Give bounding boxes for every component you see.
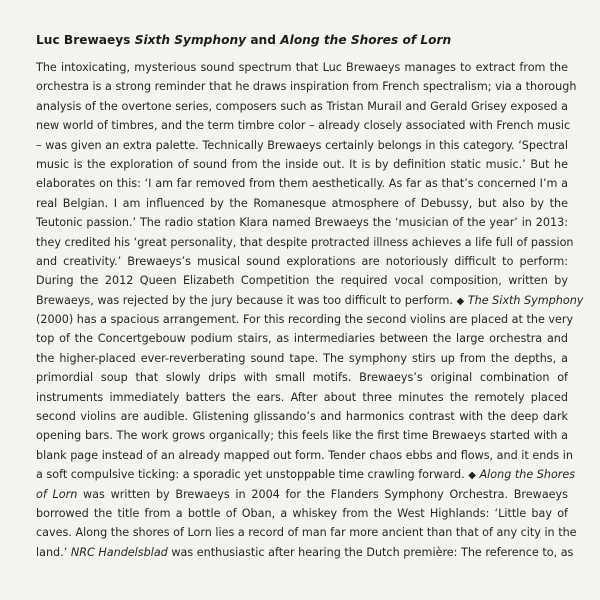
text-segment: was written by Brewaeys in 2004 for the Flanders Symphony Orchestra. Brewaeys: [77, 487, 569, 501]
text-line: [36, 523, 577, 542]
text-line: [36, 58, 568, 77]
section-diamond-icon: ◆: [468, 470, 476, 482]
heading-composer: Luc Brewaeys: [36, 33, 131, 47]
text-segment: caves. Along the shores of Lorn lies a record of man far more ancient than that of any city in the: [36, 526, 577, 540]
section-diamond-icon: ◆: [456, 295, 465, 307]
text-segment: Brewaeys, was rejected by the jury because it was too difficult to perform.: [36, 293, 457, 307]
body-text: [36, 58, 584, 562]
text-segment: elaborates on this: ‘I am far removed from them aesthetically. As far as that’s concerned I’m a: [36, 177, 568, 191]
text-segment: real Belgian. I am influenced by the Romanesque atmosphere of Debussy, but also by the: [36, 196, 568, 210]
text-line: [36, 233, 574, 252]
italic-title-segment: NRC Handelsblad: [70, 545, 168, 559]
text-segment: borrowed the title from a bottle of Oban, a whiskey from the West Highlands: ‘Little bay of: [36, 506, 568, 520]
text-segment: second violins are audible. Glistening glissando’s and harmonics contrast with the deep dark: [36, 410, 568, 424]
text-line: [36, 116, 571, 135]
heading-work-1: Sixth Symphony: [134, 33, 247, 47]
italic-title-segment: of Lorn: [36, 487, 78, 501]
text-segment: During the 2012 Queen Elizabeth Competition the required vocal composition, written by: [36, 274, 568, 288]
text-line: [36, 407, 568, 426]
text-segment: analysis of the overtone series, composers such as Tristan Murail and Gerald Grisey exposed a: [36, 99, 568, 113]
text-line: [36, 291, 584, 310]
text-line: [36, 213, 568, 232]
text-line: [36, 349, 568, 368]
text-segment: the higher-placed ever-reverberating sound tape. The symphony stirs up from the depths, a: [36, 351, 568, 365]
text-line: [36, 504, 568, 523]
text-line: [36, 426, 568, 445]
text-segment: opening bars. The work grows organically; this feels like the first time Brewaeys started with a: [36, 429, 568, 443]
page-heading: [36, 33, 576, 47]
text-line: [36, 194, 568, 213]
text-segment: land.’: [36, 545, 71, 559]
text-segment: new world of timbres, and the term timbre color – already closely associated with French music: [36, 119, 571, 133]
text-segment: – was given an extra palette. Technically Brewaeys certainly belongs in this category. ‘Spectral: [36, 138, 568, 152]
text-segment: (2000) has a spacious arrangement. For this recording the second violins are placed at the very: [36, 313, 574, 327]
text-segment: blank page instead of an already mapped out form. Tender chaos ebbs and flows, and it ends in: [36, 448, 573, 462]
text-line: [36, 368, 568, 387]
text-segment: a soft compulsive ticking: a sporadic yet unstoppable time crawling forward.: [36, 468, 469, 482]
text-line: [36, 97, 568, 116]
text-segment: was enthusiastic after hearing the Dutch première: The reference to, as: [167, 545, 574, 559]
text-line: [36, 136, 568, 155]
heading-work-2: Along the Shores of Lorn: [280, 33, 452, 47]
text-line: [36, 77, 577, 96]
text-line: [36, 310, 574, 329]
text-segment: they credited his ‘great personality, that despite protracted illness achieves a life full of passion: [36, 235, 574, 249]
text-line: [36, 271, 568, 290]
text-segment: instruments immediately batters the ears. After about three minutes the remotely placed: [36, 390, 568, 404]
text-segment: orchestra is a strong reminder that he draws inspiration from French spectralism; via a thorough: [36, 80, 577, 94]
text-line: [36, 155, 568, 174]
italic-title-segment: Along the Shores: [479, 468, 576, 482]
text-line: [36, 543, 574, 562]
text-line: [36, 388, 568, 407]
text-line: [36, 329, 568, 348]
italic-title-segment: The Sixth Symphony: [467, 293, 584, 307]
text-line: [36, 446, 573, 465]
text-segment: and creativity.’ Brewaeys’s musical sound explorations are notoriously difficult to perform:: [36, 254, 568, 268]
text-line: [36, 174, 568, 193]
heading-and: and: [250, 33, 276, 47]
text-line: [36, 465, 576, 484]
text-segment: top of the Concertgebouw podium stairs, as intermediaries between the large orchestra and: [36, 332, 568, 346]
text-segment: Teutonic passion.’ The radio station Klara named Brewaeys the ‘musician of the year’ in 2013:: [36, 216, 568, 230]
text-line: [36, 485, 568, 504]
text-segment: The intoxicating, mysterious sound spectrum that Luc Brewaeys manages to extract from the: [36, 61, 568, 74]
text-segment: primordial soup that slowly drips with small motifs. Brewaeys’s original combination of: [36, 371, 568, 385]
text-line: [36, 252, 568, 271]
text-segment: music is the exploration of sound from the inside out. It is by definition static music.’ But he: [36, 157, 568, 171]
